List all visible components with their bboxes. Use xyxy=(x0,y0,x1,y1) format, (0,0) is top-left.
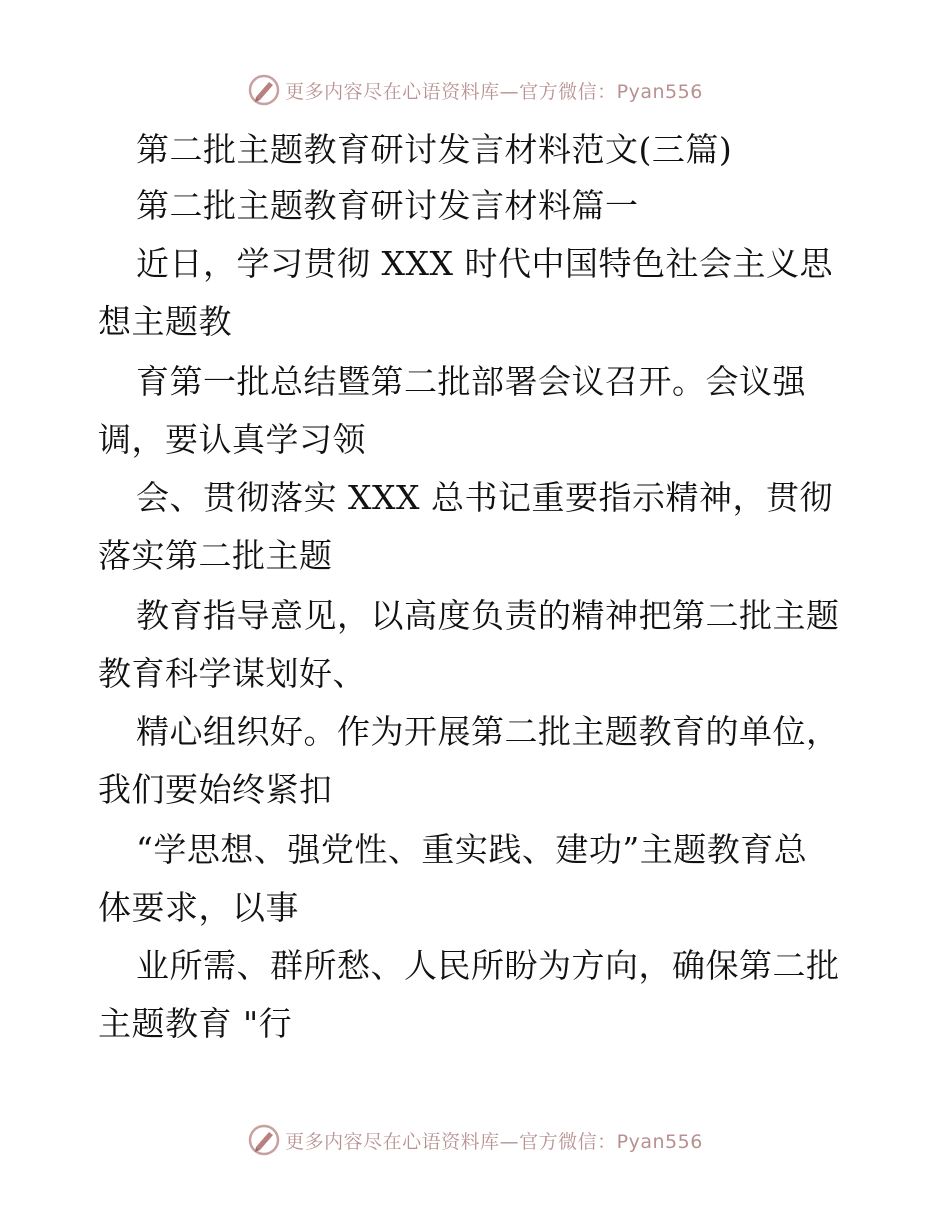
paragraph-line: 调，要认真学习领 xyxy=(98,420,366,459)
paragraph-line: 会、贯彻落实 XXX 总书记重要指示精神，贯彻 xyxy=(136,478,833,517)
watermark-text: 更多内容尽在心语资料库—官方微信：Pyan556 xyxy=(285,80,703,103)
paragraph-line: 近日，学习贯彻 XXX 时代中国特色社会主义思 xyxy=(136,244,833,283)
paragraph-line: 育第一批总结暨第二批部署会议召开。会议强 xyxy=(136,362,806,401)
pen-logo-icon xyxy=(247,1123,281,1157)
document-title: 第二批主题教育研讨发言材料范文(三篇) xyxy=(136,130,733,169)
watermark-text: 更多内容尽在心语资料库—官方微信：Pyan556 xyxy=(285,1130,703,1153)
footer-watermark xyxy=(0,1120,950,1160)
paragraph-line: 落实第二批主题 xyxy=(98,536,333,575)
section-heading: 第二批主题教育研讨发言材料篇一 xyxy=(136,186,639,225)
pen-logo-icon xyxy=(247,73,281,107)
paragraph-line: 教育科学谋划好、 xyxy=(98,654,366,693)
paragraph-line: 想主题教 xyxy=(98,302,232,341)
paragraph-line: 精心组织好。作为开展第二批主题教育的单位， xyxy=(136,712,840,751)
paragraph-line: 主题教育 "行 xyxy=(98,1004,293,1043)
header-watermark xyxy=(0,70,950,110)
paragraph-line: “学思想、强党性、重实践、建功”主题教育总 xyxy=(136,830,808,869)
paragraph-line: 我们要始终紧扣 xyxy=(98,770,333,809)
paragraph-line: 教育指导意见，以高度负责的精神把第二批主题 xyxy=(136,596,840,635)
paragraph-line: 体要求，以事 xyxy=(98,888,299,927)
paragraph-line: 业所需、群所愁、人民所盼为方向，确保第二批 xyxy=(136,946,840,985)
